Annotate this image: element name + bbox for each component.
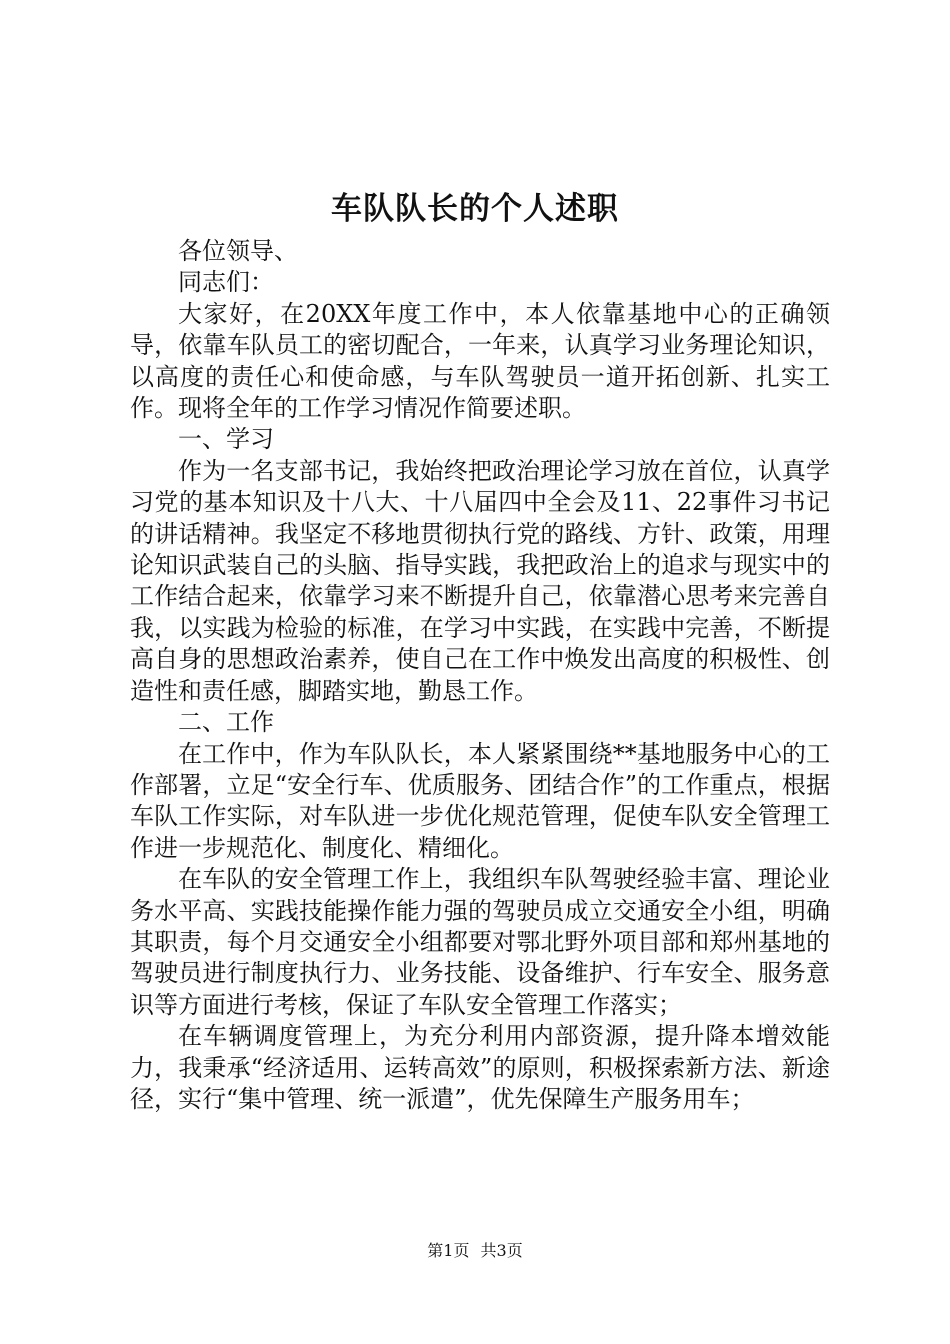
salutation-line-2: 同志们： xyxy=(178,268,274,297)
document-title: 车队队长的个人述职 xyxy=(331,191,619,227)
section-heading-work: 二、工作 xyxy=(178,708,274,737)
study-paragraph: 作为一名支部书记，我始终把政治理论学习放在首位，认真学习党的基本知识及十八大、十八届四中全会及11、22事件习书记的讲话精神。我坚定不移地贯彻执行党的路线、方针、政策，用理论知识武装自己的头脑、指导实践，我把政治上的追求与现实中的工作结合起来，依靠学习来不断提升自己，依靠潜心思考来完善自我，以实践为检验的标准，在学习中实践，在实践中完善，不断提高自身的思想政治素养，使自己在工作中焕发出高度的积极性、创造性和责任感，脚踏实地，勤恳工作。 xyxy=(130,456,830,705)
page-total: 共3页 xyxy=(480,1241,523,1260)
intro-paragraph: 大家好，在20XX年度工作中，本人依靠基地中心的正确领导，依靠车队员工的密切配合，一年来，认真学习业务理论知识，以高度的责任心和使命感，与车队驾驶员一道开拓创新、扎实工作。现将全年的工作学习情况作简要述职。 xyxy=(130,299,830,423)
work-paragraph-1: 在工作中，作为车队队长，本人紧紧围绕**基地服务中心的工作部署，立足“安全行车、优质服务、团结合作”的工作重点，根据车队工作实际，对车队进一步优化规范管理，促使车队安全管理工作进一步规范化、制度化、精细化。 xyxy=(130,739,830,862)
work-paragraph-2: 在车队的安全管理工作上，我组织车队驾驶经验丰富、理论业务水平高、实践技能操作能力强的驾驶员成立交通安全小组，明确其职责，每个月交通安全小组都要对鄂北野外项目部和郑州基地的驾驶员进行制度执行力、业务技能、设备维护、行车安全、服务意识等方面进行考核，保证了车队安全管理工作落实； xyxy=(130,865,830,1019)
page-number: 第1页 xyxy=(427,1241,470,1260)
document-body xyxy=(130,236,830,1115)
work-paragraph-3: 在车辆调度管理上，为充分利用内部资源，提升降本增效能力，我秉承“经济适用、运转高效”的原则，积极探索新方法、新途径，实行“集中管理、统一派遣”，优先保障生产服务用车； xyxy=(130,1022,830,1113)
page-footer xyxy=(0,1240,950,1262)
section-heading-study: 一、学习 xyxy=(178,425,274,454)
salutation-line-1: 各位领导、 xyxy=(178,237,298,265)
